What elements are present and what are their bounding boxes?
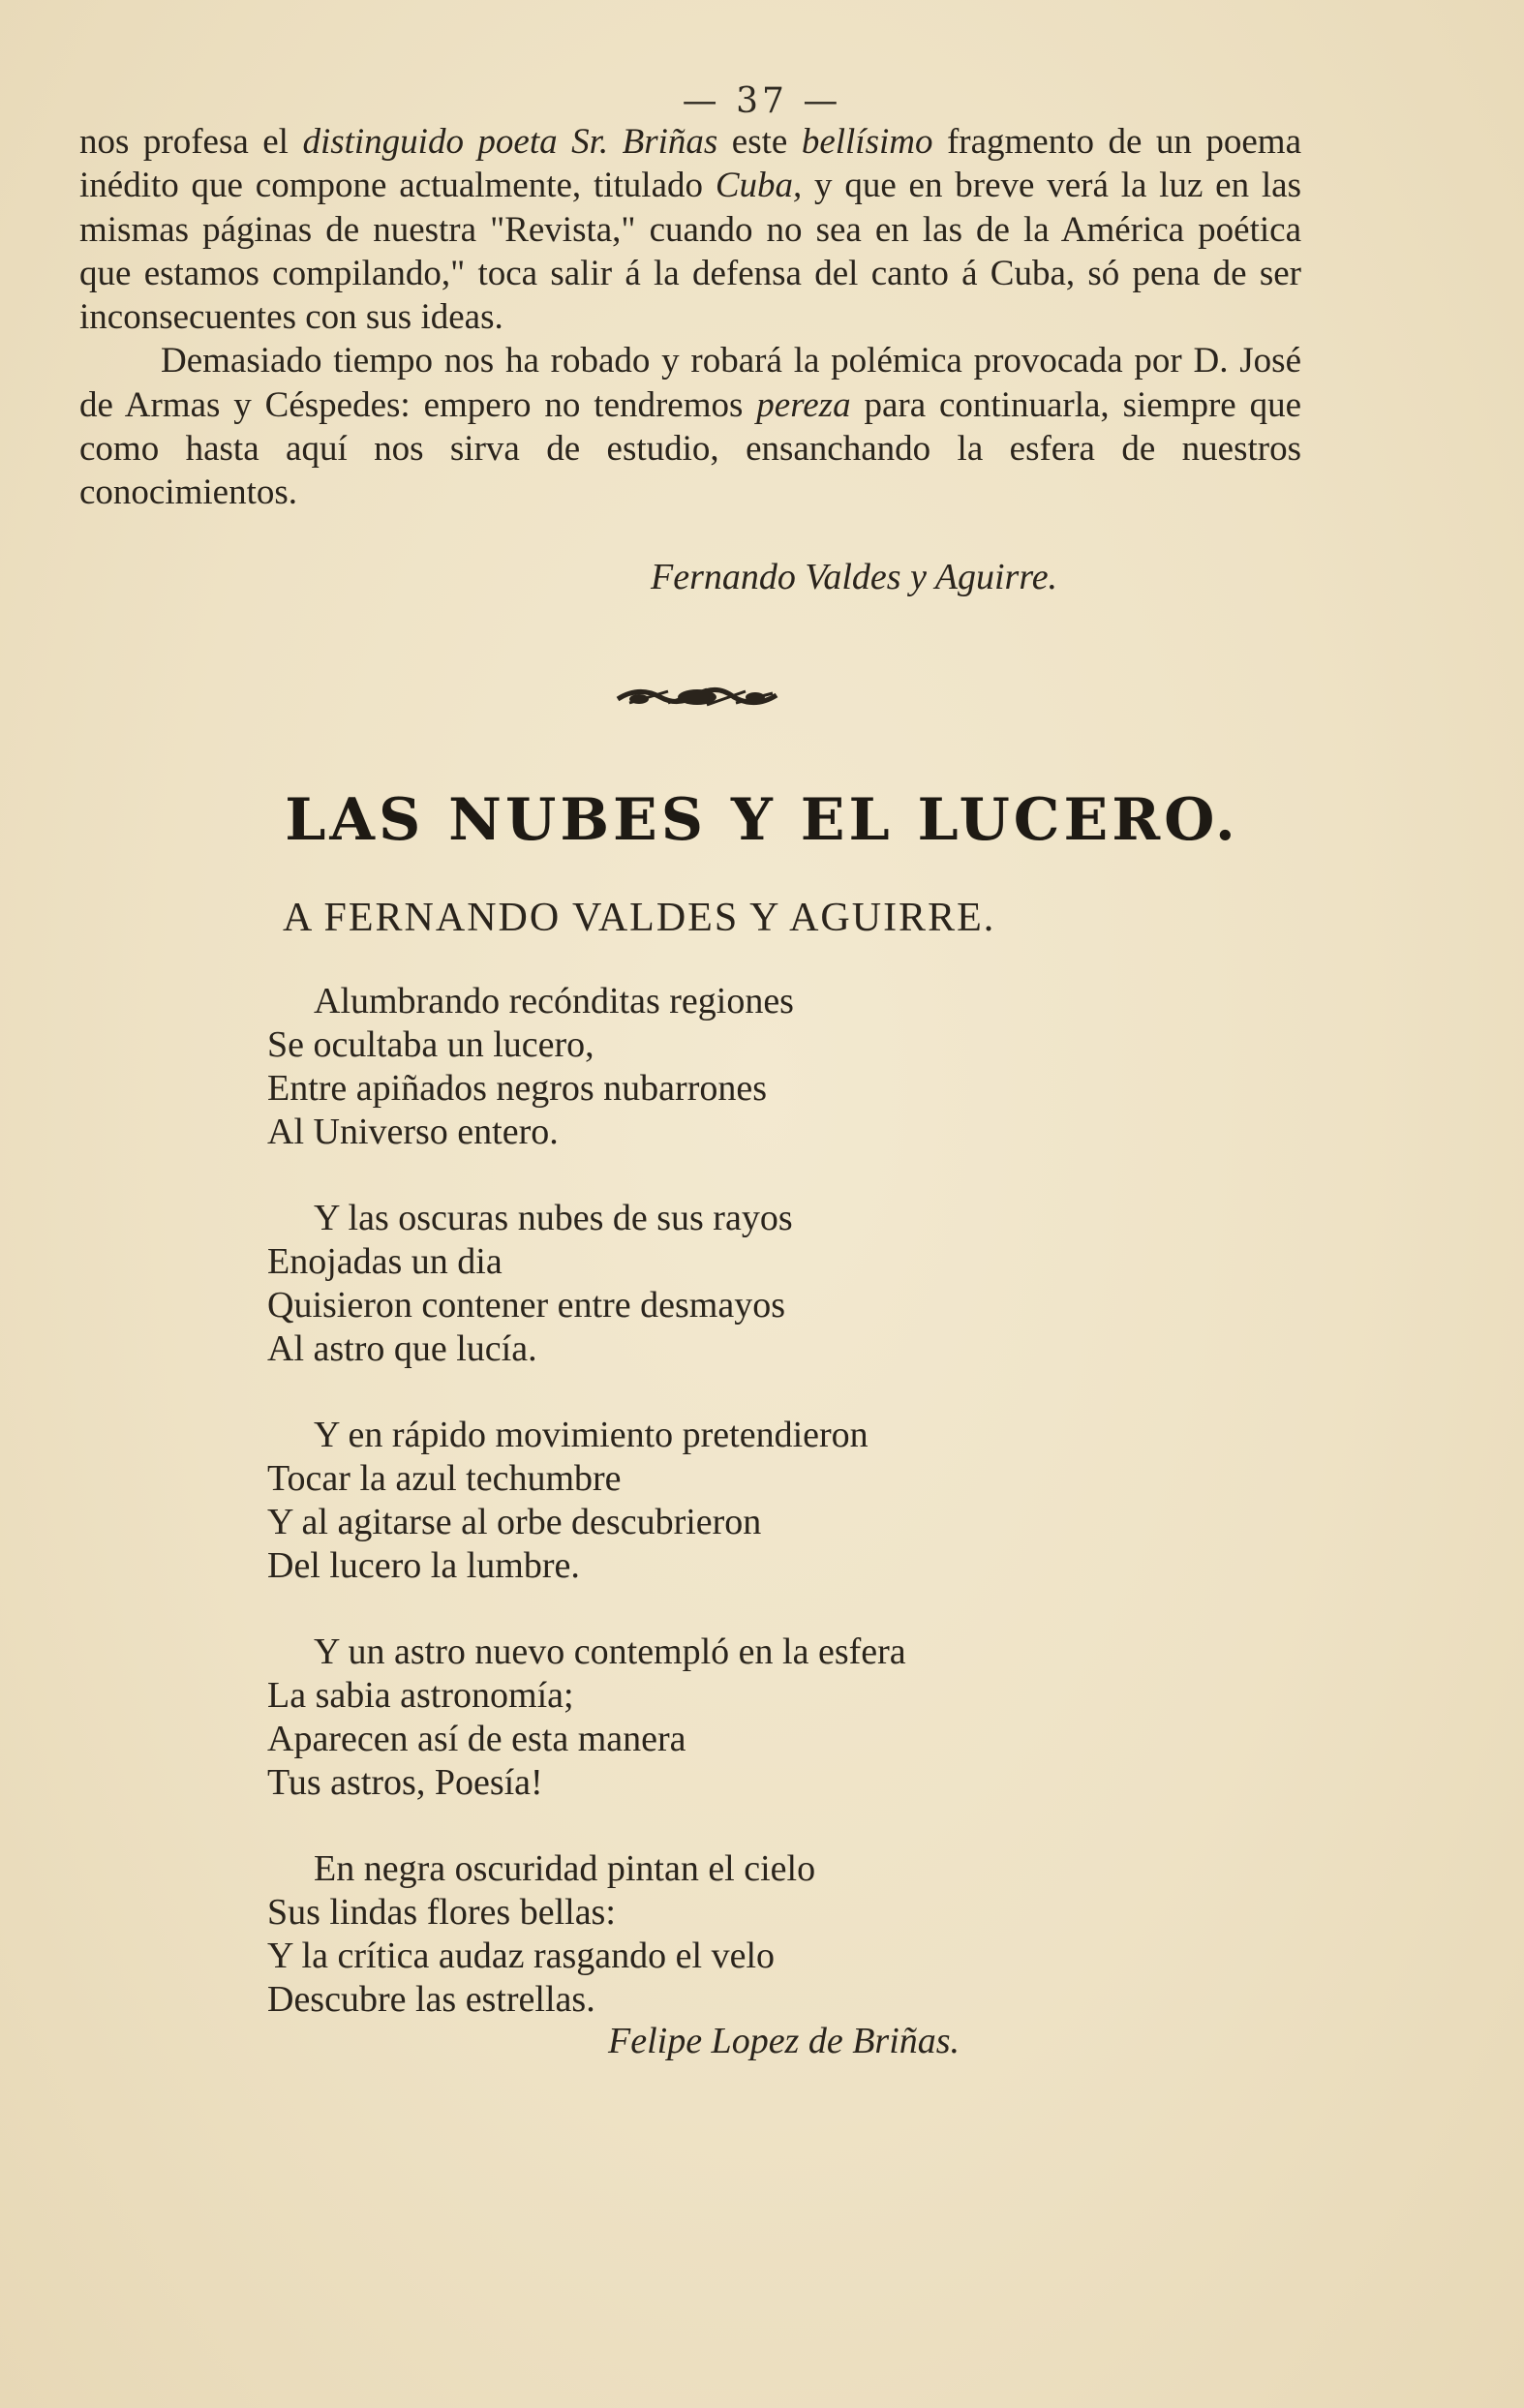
poem-line: Alumbrando recónditas regiones <box>314 981 794 1021</box>
poem-line: Descubre las estrellas. <box>267 1979 595 2020</box>
poem-line: Del lucero la lumbre. <box>267 1545 580 1586</box>
poem-line: Y un astro nuevo contempló en la esfera <box>314 1631 906 1672</box>
prose-section <box>79 120 1301 515</box>
poem-line: Y la crítica audaz rasgando el velo <box>267 1936 776 1976</box>
poem-line: Tus astros, Poesía! <box>267 1762 543 1803</box>
prose-italic: pereza <box>756 384 851 425</box>
poem-line: Y en rápido movimiento pretendieron <box>314 1415 869 1455</box>
poem-title: LAS NUBES Y EL LUCERO. <box>285 786 1239 854</box>
poem-signature: Felipe Lopez de Briñas. <box>608 2021 960 2061</box>
prose-text: y que en breve verá la luz en las mismas páginas de nuestra "Revista," cuando no sea en las de la América poética que estamos compilando," toca salir á la defensa del canto á Cuba, só pena de ser inconsecuentes con sus ideas. <box>79 166 1301 338</box>
poem-dedication: A FERNANDO VALDES Y AGUIRRE. <box>283 896 996 940</box>
prose-italic: distinguido poeta Sr. Briñas <box>302 122 718 162</box>
poem-line: Tocar la azul techumbre <box>267 1458 622 1499</box>
poem-line: Y las oscuras nubes de sus rayos <box>314 1198 793 1238</box>
poem-stanza-5 <box>267 1847 815 2022</box>
prose-italic: Cuba, <box>715 166 803 206</box>
poem-line: Se ocultaba un lucero, <box>267 1024 594 1065</box>
poem-stanza-1 <box>267 980 794 1154</box>
prose-signature: Fernando Valdes y Aguirre. <box>651 557 1058 597</box>
poem-line: Aparecen así de esta manera <box>267 1719 686 1759</box>
poem-line: Al Universo entero. <box>267 1112 559 1152</box>
poem-line: Sus lindas flores bellas: <box>267 1892 616 1933</box>
poem-line: Y al agitarse al orbe descubrieron <box>267 1502 762 1542</box>
prose-paragraph-1 <box>79 120 1301 339</box>
prose-paragraph-2 <box>79 339 1301 514</box>
prose-text: fragmento de un poema inédito que compone actualmente, titulado <box>79 122 1301 206</box>
ornament-divider-icon <box>610 678 784 716</box>
page-number: — 37 — <box>682 81 842 121</box>
prose-text: para continuarla, siempre que como hasta aquí nos sirva de estudio, ensanchando la esfera de nuestros conocimientos. <box>79 384 1301 513</box>
prose-text: nos profesa el <box>79 122 303 162</box>
prose-text: este <box>717 122 802 162</box>
poem-stanza-2 <box>267 1197 793 1371</box>
poem-stanza-3 <box>267 1414 869 1588</box>
poem-line: Quisieron contener entre desmayos <box>267 1285 785 1326</box>
prose-italic: bellísimo <box>801 122 933 162</box>
prose-text: Demasiado tiempo nos ha robado y robará la polémica provocada por D. José de Armas y Céspedes: empero no tendremos <box>79 341 1301 425</box>
poem-line: Entre apiñados negros nubarrones <box>267 1068 768 1109</box>
poem-line: Al astro que lucía. <box>267 1328 537 1369</box>
poem-line: En negra oscuridad pintan el cielo <box>314 1848 816 1889</box>
poem-line: Enojadas un dia <box>267 1241 503 1282</box>
poem-line: La sabia astronomía; <box>267 1675 574 1716</box>
poem-stanza-4 <box>267 1631 906 1805</box>
